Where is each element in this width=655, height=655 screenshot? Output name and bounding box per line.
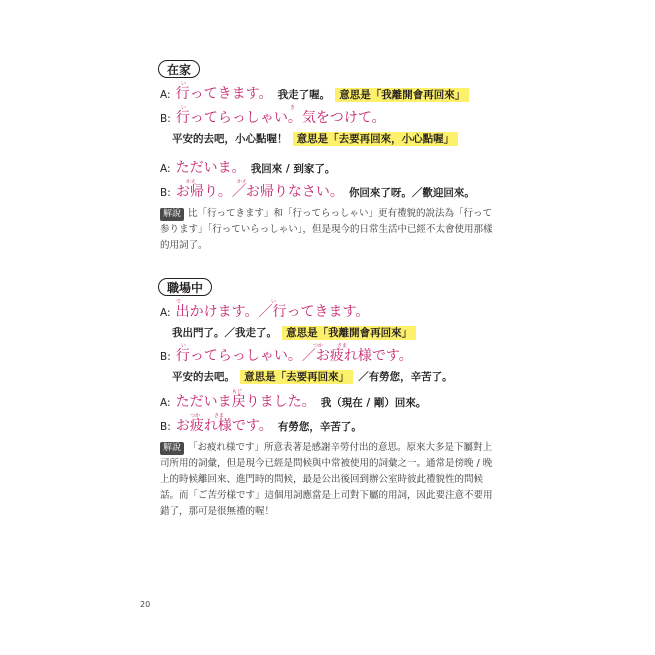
speaker: A:	[160, 89, 171, 101]
dialogue-line-a2	[160, 158, 335, 178]
dialogue-line-b2	[160, 182, 475, 202]
speaker: B:	[160, 113, 171, 125]
dialogue-line-b2	[160, 416, 362, 436]
furigana: かえ	[186, 179, 197, 185]
cn-translation: 你回來了呀。／歡迎回來。	[348, 187, 475, 199]
cn-translation: 我回來 / 到家了。	[250, 163, 336, 175]
furigana: い	[181, 343, 187, 349]
cn-translation: 平安的去吧。	[172, 371, 235, 383]
dialogue-line-a1	[160, 302, 369, 322]
cn-translation: 我（現在 / 剛）回來。	[320, 397, 427, 409]
cn-translation: 平安的去吧，小心點喔！	[172, 133, 288, 145]
furigana: い	[271, 299, 277, 305]
meaning-highlight: 意思是「我離開會再回來」	[282, 326, 416, 340]
section-tag-label: 職場中	[167, 281, 204, 295]
furigana: き	[290, 105, 296, 111]
note-text: 「お疲れ様です」所意表著是感謝辛勞付出的意思。原來大多是下屬對上司所用的詞彙，但是現今已經是問候與中常被使用的詞彙之一。通常是傍晚 / 晚上的時候離回來、進門時的問候，最是公出後回到辦公室時彼此禮貌性的問候話。而「ご苦労様です」這個用詞應當是上司對下屬的用詞，因此要注意不要用錯了，那可是很無禮的喔！	[160, 442, 493, 517]
jp-phrase: お疲れ様です。	[175, 418, 273, 434]
dialogue-line-a1	[160, 84, 469, 104]
furigana: もど	[232, 389, 243, 395]
meaning-highlight: 意思是「去要再回來」	[240, 370, 353, 384]
speaker: A:	[160, 397, 171, 409]
jp-phrase: 行ってらっしゃい。／お疲れ様です。	[175, 348, 413, 364]
furigana: で	[176, 299, 182, 305]
furigana: い	[181, 81, 187, 87]
page-number: 20	[140, 600, 151, 609]
dialogue-translation-b1	[172, 367, 453, 385]
speaker: B:	[160, 351, 171, 363]
furigana: い	[181, 105, 187, 111]
meaning-highlight: 意思是「我離開會再回來」	[335, 88, 469, 102]
explanation-note	[160, 206, 496, 254]
section-tag-home	[158, 60, 200, 78]
dialogue-line-b1	[160, 346, 413, 366]
speaker: B:	[160, 187, 171, 199]
cn-translation-2: ／有勞您，辛苦了。	[358, 371, 453, 383]
note-tag: 解說	[160, 208, 184, 221]
dialogue-translation-a1	[172, 323, 416, 341]
meaning-highlight: 意思是「去要再回來，小心點喔」	[293, 132, 459, 146]
jp-phrase: 出かけます。／行ってきます。	[175, 304, 370, 320]
cn-translation: 我出門了。／我走了。	[172, 327, 277, 339]
furigana: つか	[313, 343, 324, 349]
jp-phrase: お帰り。／お帰りなさい。	[175, 184, 344, 200]
furigana: さま	[337, 343, 348, 349]
jp-phrase: ただいま。	[175, 160, 246, 176]
dialogue-line-b1	[160, 108, 386, 128]
jp-phrase: ただいま戻りました。	[175, 394, 316, 410]
speaker: A:	[160, 307, 171, 319]
note-tag: 解說	[160, 442, 184, 455]
furigana: さま	[214, 413, 225, 419]
speaker: A:	[160, 163, 171, 175]
cn-translation: 有勞您，辛苦了。	[277, 421, 362, 433]
note-text: 比「行ってきます」和「行ってらっしゃい」更有禮貌的說法為「行って参ります」「行っていらっしゃい」，但是現今的日常生活中已經不太會使用那樣的用詞了。	[160, 208, 493, 251]
furigana: つか	[190, 413, 201, 419]
dialogue-line-a2	[160, 392, 426, 412]
dialogue-translation-b1	[172, 129, 458, 147]
furigana: かえ	[237, 179, 248, 185]
cn-translation: 我走了喔。	[277, 89, 331, 101]
speaker: B:	[160, 421, 171, 433]
explanation-note	[160, 440, 496, 520]
jp-phrase: 行ってらっしゃい。気をつけて。	[175, 110, 386, 126]
section-tag-label: 在家	[167, 63, 192, 77]
jp-phrase: 行ってきます。	[175, 86, 273, 102]
section-tag-workplace	[158, 278, 212, 296]
